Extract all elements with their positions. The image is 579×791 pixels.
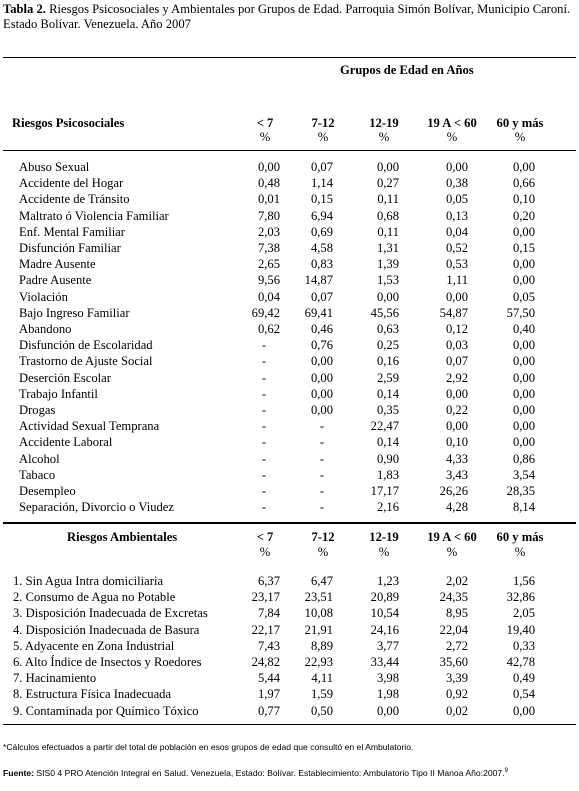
cell-7-12: 14,87: [304, 273, 333, 288]
cell-lt7: -: [261, 467, 267, 482]
environmental-col-unit-19-60: %: [446, 545, 458, 559]
row-label: 4. Disposición Inadecuada de Basura: [13, 622, 200, 637]
row-label: Trastorno de Ajuste Social: [19, 354, 153, 369]
cell-lt7: -: [261, 403, 267, 417]
psychosocial-col-header-lt7: < 7: [256, 116, 274, 130]
cell-7-12: -: [319, 451, 325, 466]
cell-60plus: 1,56: [512, 574, 535, 588]
cell-19-60: 0,10: [445, 435, 468, 450]
table-row: [0, 606, 579, 622]
cell-19-60: 24,35: [439, 590, 468, 605]
environmental-col-header-7-12: 7-12: [311, 530, 335, 544]
table-row: [0, 468, 579, 484]
table-row: [0, 671, 579, 687]
environmental-col-header-19-60: 19 A < 60: [427, 530, 477, 544]
cell-lt7: -: [261, 419, 267, 434]
cell-lt7: 0,77: [257, 703, 280, 718]
table-row: [0, 704, 579, 720]
cell-19-60: 0,04: [445, 224, 468, 239]
cell-60plus: 0,00: [512, 703, 535, 718]
cell-lt7: 7,80: [257, 208, 280, 223]
cell-7-12: 0,00: [310, 386, 333, 401]
cell-7-12: 0,46: [310, 322, 333, 336]
cell-12-19: 1,83: [376, 467, 399, 482]
cell-lt7: 5,44: [257, 671, 280, 686]
section-divider-rule: [3, 522, 576, 524]
cell-7-12: 0,83: [310, 257, 333, 272]
table-row: [0, 687, 579, 703]
table-row: [0, 623, 579, 639]
cell-19-60: 0,00: [445, 386, 468, 401]
cell-19-60: 2,72: [445, 638, 468, 653]
cell-7-12: 6,94: [310, 208, 333, 223]
cell-12-19: 0,11: [377, 224, 399, 239]
cell-19-60: 0,07: [445, 354, 468, 369]
row-label: 6. Alto Índice de Insectos y Roedores: [13, 655, 202, 669]
cell-12-19: 3,77: [376, 638, 399, 653]
cell-60plus: 0,00: [512, 419, 535, 434]
table-row: [0, 160, 579, 176]
cell-lt7: 23,17: [251, 590, 280, 605]
row-label: Padre Ausente: [19, 273, 92, 288]
cell-12-19: 3,98: [376, 671, 399, 686]
cell-7-12: 0,15: [310, 192, 333, 207]
row-label: Abuso Sexual: [19, 160, 90, 174]
table-row: [0, 225, 579, 241]
psychosocial-col-header-12-19: 12-19: [369, 116, 399, 130]
environmental-col-unit-7-12: %: [317, 545, 329, 559]
cell-12-19: 0,25: [376, 338, 399, 353]
cell-19-60: 0,52: [445, 241, 468, 255]
cell-12-19: 10,54: [370, 606, 399, 621]
table-row: [0, 655, 579, 671]
row-label: Desempleo: [19, 484, 76, 498]
cell-60plus: 42,78: [506, 655, 535, 669]
cell-7-12: 0,00: [310, 354, 333, 369]
cell-12-19: 0,00: [376, 703, 399, 718]
cell-60plus: 0,10: [512, 192, 535, 207]
cell-12-19: 22,47: [370, 419, 399, 434]
cell-19-60: 0,22: [445, 403, 468, 417]
cell-12-19: 0,16: [376, 354, 399, 369]
table-row: [0, 322, 579, 338]
row-label: Alcohol: [19, 451, 60, 466]
table-row: [0, 452, 579, 468]
cell-19-60: 4,28: [445, 500, 468, 515]
row-label: Accidente de Tránsito: [19, 192, 130, 207]
row-label: 9. Contaminada por Químico Tóxico: [13, 703, 199, 718]
table-caption: [3, 2, 575, 32]
cell-7-12: 23,51: [304, 590, 333, 605]
cell-7-12: 0,07: [310, 289, 333, 304]
row-label: 1. Sin Agua Intra domiciliaria: [13, 574, 164, 588]
cell-12-19: 0,68: [376, 208, 399, 223]
row-label: Enf. Mental Familiar: [19, 224, 125, 239]
psychosocial-col-header-60plus: 60 y más: [496, 116, 544, 130]
table-row: [0, 273, 579, 289]
table-row: [0, 290, 579, 306]
cell-lt7: 0,62: [257, 322, 280, 336]
cell-lt7: -: [261, 338, 267, 353]
environmental-col-header-lt7: < 7: [256, 530, 274, 544]
cell-60plus: 3,54: [512, 467, 535, 482]
cell-lt7: 2,65: [257, 257, 280, 272]
cell-lt7: 69,42: [251, 305, 280, 320]
table-row: [0, 403, 579, 419]
cell-19-60: 54,87: [439, 305, 468, 320]
psychosocial-col-header-7-12: 7-12: [311, 116, 335, 130]
cell-lt7: -: [261, 370, 267, 385]
cell-lt7: 24,82: [251, 655, 280, 669]
cell-lt7: 9,56: [257, 273, 280, 288]
table-row: [0, 209, 579, 225]
row-label: Maltrato ó Violencia Familiar: [19, 208, 169, 223]
bottom-rule: [3, 724, 576, 725]
cell-7-12: 6,47: [310, 574, 333, 588]
cell-12-19: 0,27: [376, 176, 399, 191]
psychosocial-col-unit-19-60: %: [446, 130, 458, 144]
cell-7-12: 22,93: [304, 655, 333, 669]
row-label: Tabaco: [19, 467, 56, 482]
psychosocial-header: Riesgos Psicosociales: [12, 116, 125, 130]
cell-lt7: 1,97: [257, 687, 280, 702]
table-row: [0, 192, 579, 208]
cell-60plus: 0,86: [512, 451, 535, 466]
cell-12-19: 0,14: [376, 435, 399, 450]
cell-lt7: 22,17: [251, 622, 280, 637]
source-label: Fuente:: [3, 767, 35, 778]
cell-12-19: 0,00: [376, 160, 399, 174]
row-label: 5. Adyacente en Zona Industrial: [13, 638, 175, 653]
caption-text: Riesgos Psicosociales y Ambientales por Grupos de Edad. Parroquia Simón Bolívar, Municipio Caroní. Estado Bolívar. Venezuela. Año 2007: [3, 2, 571, 31]
cell-7-12: 0,00: [310, 403, 333, 417]
cell-lt7: 7,38: [257, 241, 280, 255]
table-row: [0, 590, 579, 606]
cell-lt7: 7,84: [257, 606, 280, 621]
row-label: 2. Consumo de Agua no Potable: [13, 590, 176, 605]
cell-7-12: -: [319, 419, 325, 434]
cell-7-12: 69,41: [304, 305, 333, 320]
cell-12-19: 0,00: [376, 289, 399, 304]
cell-lt7: 0,48: [257, 176, 280, 191]
cell-12-19: 1,23: [376, 574, 399, 588]
cell-60plus: 0,00: [512, 354, 535, 369]
cell-lt7: -: [261, 500, 267, 515]
cell-7-12: 4,11: [311, 671, 333, 686]
cell-60plus: 0,00: [512, 273, 535, 288]
cell-7-12: 1,59: [310, 687, 333, 702]
psychosocial-col-unit-60plus: %: [514, 130, 526, 144]
table-row: [0, 257, 579, 273]
cell-19-60: 4,33: [445, 451, 468, 466]
environmental-col-unit-lt7: %: [259, 545, 271, 559]
row-label: Deserción Escolar: [19, 370, 111, 385]
cell-60plus: 0,40: [512, 322, 535, 336]
cell-lt7: 7,43: [257, 638, 280, 653]
cell-19-60: 0,12: [445, 322, 468, 336]
row-label: Disfunción de Escolaridad: [19, 338, 153, 353]
cell-12-19: 1,31: [376, 241, 399, 255]
cell-lt7: 0,01: [257, 192, 280, 207]
cell-12-19: 1,53: [376, 273, 399, 288]
cell-7-12: -: [319, 500, 325, 515]
cell-60plus: 0,00: [512, 338, 535, 353]
cell-7-12: -: [319, 484, 325, 498]
psychosocial-col-unit-lt7: %: [259, 130, 271, 144]
cell-19-60: 2,92: [445, 370, 468, 385]
psychosocial-header-rule: [3, 150, 576, 151]
cell-19-60: 0,00: [445, 160, 468, 174]
psychosocial-col-unit-12-19: %: [378, 130, 390, 144]
environmental-header: Riesgos Ambientales: [67, 530, 178, 544]
cell-12-19: 17,17: [370, 484, 399, 498]
cell-7-12: -: [319, 467, 325, 482]
cell-lt7: 0,00: [257, 160, 280, 174]
cell-lt7: 0,04: [257, 289, 280, 304]
cell-19-60: 0,00: [445, 289, 468, 304]
cell-12-19: 0,90: [376, 451, 399, 466]
cell-60plus: 2,05: [512, 606, 535, 621]
cell-lt7: -: [261, 354, 267, 369]
row-label: Trabajo Infantil: [19, 386, 98, 401]
psychosocial-col-header-19-60: 19 A < 60: [427, 116, 477, 130]
cell-19-60: 8,95: [445, 606, 468, 621]
age-groups-title: Grupos de Edad en Años: [340, 63, 474, 77]
cell-19-60: 3,39: [445, 671, 468, 686]
source-footnote: [3, 765, 575, 779]
cell-7-12: 0,07: [310, 160, 333, 174]
cell-lt7: -: [261, 435, 267, 450]
cell-19-60: 0,03: [445, 338, 468, 353]
cell-12-19: 0,11: [377, 192, 399, 207]
row-label: Separación, Divorcio o Viudez: [19, 500, 174, 515]
cell-12-19: 0,63: [376, 322, 399, 336]
row-label: Disfunción Familiar: [19, 241, 121, 255]
cell-60plus: 0,66: [512, 176, 535, 191]
cell-19-60: 0,05: [445, 192, 468, 207]
cell-7-12: -: [319, 435, 325, 450]
cell-60plus: 0,00: [512, 386, 535, 401]
cell-7-12: 10,08: [304, 606, 333, 621]
cell-12-19: 24,16: [370, 622, 399, 637]
row-label: Abandono: [19, 322, 72, 336]
cell-60plus: 0,00: [512, 224, 535, 239]
cell-lt7: -: [261, 451, 267, 466]
cell-12-19: 0,35: [376, 403, 399, 417]
table-row: [0, 639, 579, 655]
cell-19-60: 2,02: [445, 574, 468, 588]
cell-60plus: 0,00: [512, 403, 535, 417]
cell-19-60: 0,53: [445, 257, 468, 272]
table-row: [0, 387, 579, 403]
cell-19-60: 26,26: [439, 484, 468, 498]
cell-7-12: 0,69: [310, 224, 333, 239]
environmental-col-header-12-19: 12-19: [369, 530, 399, 544]
cell-60plus: 0,54: [512, 687, 535, 702]
psychosocial-col-unit-7-12: %: [317, 130, 329, 144]
cell-60plus: 0,00: [512, 160, 535, 174]
table-row: [0, 484, 579, 500]
cell-7-12: 1,14: [310, 176, 333, 191]
cell-60plus: 0,33: [512, 638, 535, 653]
table-row: [0, 306, 579, 322]
cell-lt7: 6,37: [257, 574, 280, 588]
cell-19-60: 22,04: [439, 622, 468, 637]
table-row: [0, 574, 579, 590]
row-label: Drogas: [19, 403, 56, 417]
cell-19-60: 35,60: [439, 655, 468, 669]
cell-60plus: 32,86: [506, 590, 535, 605]
cell-12-19: 45,56: [370, 305, 399, 320]
row-label: Accidente del Hogar: [19, 176, 124, 191]
cell-7-12: 0,00: [310, 370, 333, 385]
cell-19-60: 0,02: [445, 703, 468, 718]
cell-12-19: 1,98: [376, 687, 399, 702]
cell-7-12: 8,89: [310, 638, 333, 653]
row-label: 7. Hacinamiento: [13, 671, 97, 686]
cell-12-19: 0,14: [376, 386, 399, 401]
row-label: 3. Disposición Inadecuada de Excretas: [13, 606, 208, 621]
row-label: 8. Estructura Física Inadecuada: [13, 687, 172, 702]
cell-19-60: 0,13: [445, 208, 468, 223]
cell-12-19: 33,44: [370, 655, 399, 669]
cell-19-60: 0,92: [445, 687, 468, 702]
cell-12-19: 2,16: [376, 500, 399, 515]
top-rule: [3, 57, 576, 58]
row-label: Violación: [19, 289, 68, 304]
source-reference: 9: [504, 768, 508, 774]
cell-19-60: 3,43: [445, 467, 468, 482]
cell-60plus: 28,35: [506, 484, 535, 498]
cell-19-60: 1,11: [446, 273, 468, 288]
cell-19-60: 0,38: [445, 176, 468, 191]
cell-60plus: 0,15: [512, 241, 535, 255]
cell-lt7: 2,03: [257, 224, 280, 239]
cell-60plus: 0,49: [512, 671, 535, 686]
cell-7-12: 21,91: [304, 622, 333, 637]
cell-60plus: 0,00: [512, 435, 535, 450]
cell-7-12: 0,50: [310, 703, 333, 718]
environmental-col-header-60plus: 60 y más: [496, 530, 544, 544]
environmental-col-unit-60plus: %: [514, 545, 526, 559]
row-label: Bajo Ingreso Familiar: [19, 305, 130, 320]
table-row: [0, 371, 579, 387]
table-row: [0, 241, 579, 257]
source-text: SIS0 4 PRO Atención Integral en Salud. Venezuela, Estado: Bolívar. Establecimiento: Ambulatorio Tipo II Manoa Año:2007.: [34, 767, 505, 778]
row-label: Madre Ausente: [19, 257, 96, 272]
cell-60plus: 19,40: [506, 622, 535, 637]
cell-60plus: 0,00: [512, 257, 535, 272]
table-row: [0, 176, 579, 192]
cell-lt7: -: [261, 484, 267, 498]
cell-12-19: 2,59: [376, 370, 399, 385]
cell-12-19: 20,89: [370, 590, 399, 605]
row-label: Actividad Sexual Temprana: [19, 419, 160, 434]
cell-60plus: 8,14: [512, 500, 535, 515]
table-row: [0, 435, 579, 451]
cell-60plus: 57,50: [506, 305, 535, 320]
table-row: [0, 354, 579, 370]
cell-7-12: 4,58: [310, 241, 333, 255]
cell-lt7: -: [261, 386, 267, 401]
table-row: [0, 500, 579, 516]
cell-19-60: 0,00: [445, 419, 468, 434]
calculation-footnote: *Cálculos efectuados a partir del total de población en esos grupos de edad que consultó en el Ambulatorio.: [3, 742, 414, 752]
cell-60plus: 0,05: [512, 289, 535, 304]
cell-7-12: 0,76: [310, 338, 333, 353]
environmental-col-unit-12-19: %: [378, 545, 390, 559]
table-row: [0, 338, 579, 354]
cell-60plus: 0,20: [512, 208, 535, 223]
caption-label: Tabla 2.: [3, 2, 46, 16]
cell-12-19: 1,39: [376, 257, 399, 272]
cell-60plus: 0,00: [512, 370, 535, 385]
table-row: [0, 419, 579, 435]
row-label: Accidente Laboral: [19, 435, 113, 450]
